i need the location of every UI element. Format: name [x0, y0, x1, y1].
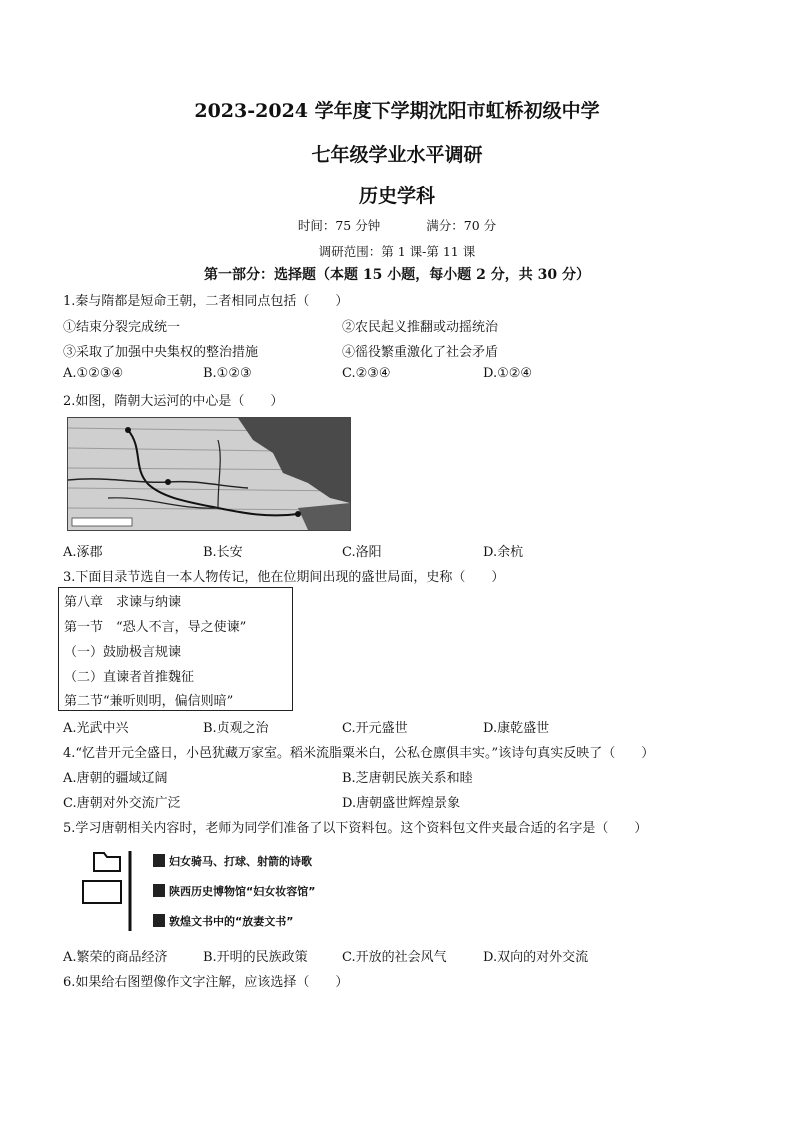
exam-score: 满分：70 分 [426, 218, 497, 233]
pack-item [153, 913, 293, 929]
resource-pack [80, 847, 340, 933]
toc-line: 第一节 “恐人不言，导之使谏” [64, 620, 247, 635]
q1-item-2: ②农民起义推翻或动摇统治 [342, 320, 499, 335]
q1-option-d: D.①②④ [483, 366, 533, 381]
exam-meta [0, 216, 794, 234]
q1-option-b: B.①②③ [203, 366, 252, 381]
image-icon [153, 854, 165, 867]
toc-line: （二）直谏者首推魏征 [64, 670, 195, 685]
q1-option-a: A.①②③④ [63, 366, 124, 381]
pack-item-label: 陕西历史博物馆“妇女妆容馆” [169, 885, 316, 898]
toc-line: 第八章 求谏与纳谏 [64, 595, 182, 610]
q2-option-a: A.涿郡 [63, 545, 103, 560]
q3-option-c: C.开元盛世 [342, 721, 408, 736]
table-of-contents-box [58, 587, 293, 711]
q5-option-d: D.双向的对外交流 [483, 950, 589, 965]
section-title: 第一部分：选择题（本题 15 小题，每小题 2 分，共 30 分） [204, 267, 590, 283]
q2-stem: 2.如图，隋朝大运河的中心是（ ） [63, 394, 284, 409]
pack-item-label: 妇女骑马、打球、射箭的诗歌 [169, 855, 312, 868]
q4-option-c: C.唐朝对外交流广泛 [63, 796, 181, 811]
q3-option-b: B.贞观之治 [203, 721, 269, 736]
q4-stem: 4.“忆昔开元全盛日，小邑犹藏万家室。稻米流脂粟米白，公私仓廪俱丰实。”该诗句真实反映了（ ） [63, 746, 655, 761]
grand-canal-map [67, 417, 351, 531]
q2-option-b: B.长安 [203, 545, 243, 560]
q5-stem: 5.学习唐朝相关内容时，老师为同学们准备了以下资料包。这个资料包文件夹最合适的名字是（ ） [63, 821, 648, 836]
q4-option-a: A.唐朝的疆域辽阔 [63, 771, 168, 786]
toc-line: 第二节“兼听则明，偏信则暗” [64, 694, 234, 709]
pack-item [153, 853, 312, 869]
exam-title: 2023-2024 学年度下学期沈阳市虹桥初级中学 [194, 100, 600, 122]
q5-option-a: A.繁荣的商品经济 [63, 950, 168, 965]
q5-option-b: B.开明的民族政策 [203, 950, 308, 965]
q3-option-d: D.康乾盛世 [483, 721, 550, 736]
exam-subtitle: 七年级学业水平调研 [311, 144, 483, 166]
q2-option-d: D.余杭 [483, 545, 524, 560]
q3-stem: 3.下面目录节选自一本人物传记，他在位期间出现的盛世局面，史称（ ） [63, 570, 505, 585]
exam-scope: 调研范围：第 1 课-第 11 课 [318, 244, 476, 259]
map-illustration [68, 418, 350, 530]
q6-stem: 6.如果给右图塑像作文字注解，应该选择（ ） [63, 975, 349, 990]
exam-subject: 历史学科 [358, 185, 435, 207]
q2-option-c: C.洛阳 [342, 545, 382, 560]
pack-item [153, 883, 315, 899]
exam-time: 时间：75 分钟 [297, 218, 381, 233]
q4-option-b: B.芝唐朝民族关系和睦 [342, 771, 473, 786]
q1-item-4: ④徭役繁重激化了社会矛盾 [342, 345, 499, 360]
q1-item-3: ③采取了加强中央集权的整治措施 [63, 345, 259, 360]
toc-line: （一）鼓励极言规谏 [64, 645, 182, 660]
q4-option-d: D.唐朝盛世辉煌景象 [342, 796, 461, 811]
film-icon [153, 884, 165, 897]
q1-option-c: C.②③④ [342, 366, 391, 381]
q1-stem: 1.秦与隋都是短命王朝，二者相同点包括（ ） [63, 294, 349, 309]
q3-option-a: A.光武中兴 [63, 721, 129, 736]
pack-item-label: 敦煌文书中的“放妻文书” [169, 915, 294, 928]
q5-option-c: C.开放的社会风气 [342, 950, 447, 965]
q1-item-1: ①结束分裂完成统一 [63, 320, 181, 335]
document-icon [153, 914, 165, 927]
folder-icon [80, 847, 140, 933]
